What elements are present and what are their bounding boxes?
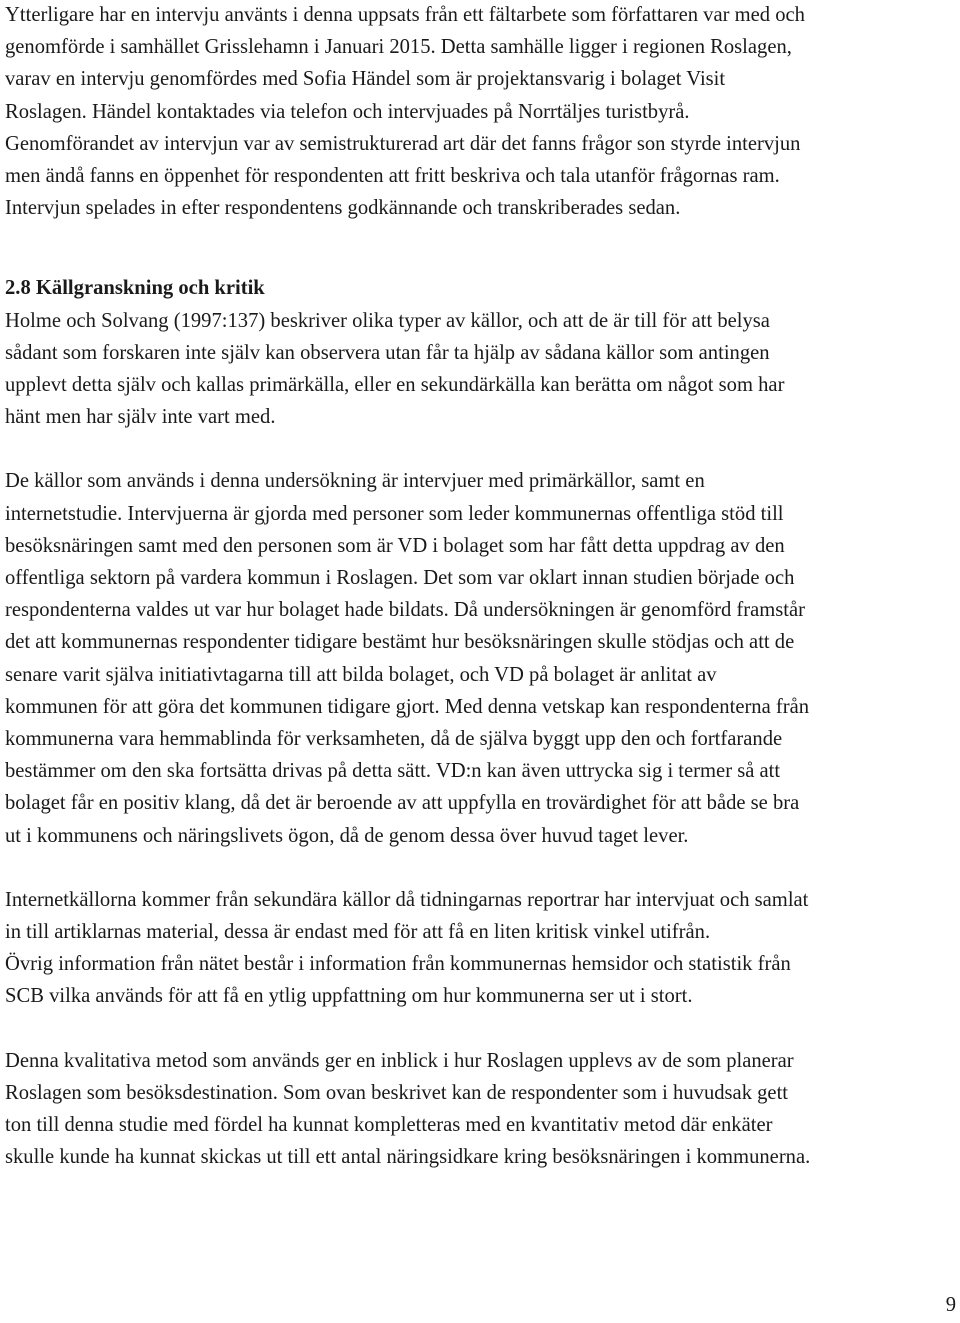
text-line: De källor som används i denna undersökning är intervjuer med primärkällor, samt en [5,470,705,493]
text-line: genomförde i samhället Grisslehamn i Januari 2015. Detta samhälle ligger i regionen Roslagen, [5,36,792,59]
text-line: skulle kunde ha kunnat skickas ut till ett antal näringsidkare kring besöksnäringen i kommunerna. [5,1146,811,1169]
text-line: ut i kommunens och näringslivets ögon, då de genom dessa över huvud taget lever. [5,824,689,847]
text-line: kommunerna vara hemmablinda för verksamheten, då de själva byggt upp den och fortfarande [5,728,783,751]
text-line: Internetkällorna kommer från sekundära källor då tidningarnas reportrar har intervjuat och samlat [5,888,809,911]
text-line: ton till denna studie med fördel ha kunnat kompletteras med en kvantitativ metod där enkäter [5,1114,773,1137]
text-line: bolaget får en positiv klang, då det är beroende av att uppfylla en trovärdighet för att både se bra [5,792,800,815]
paragraph-kallor [5,465,958,851]
text-line: Roslagen. Händel kontaktades via telefon och intervjuades på Norrtäljes turistbyrå. [5,100,690,123]
section-2-8 [5,272,958,433]
text-line: Genomförandet av intervjun var av semistrukturerad art där det fanns frågor son styrde intervjun [5,132,801,155]
text-line: offentliga sektorn på vardera kommun i Roslagen. Det som var oklart innan studien började och [5,567,795,590]
text-line: Ytterligare har en intervju använts i denna uppsats från ett fältarbete som författaren var med och [5,4,805,26]
text-line: besöksnäringen samt med den personen som är VD i bolaget som har fått detta uppdrag av den [5,534,785,557]
text-line: hänt men har själv inte vart med. [5,406,276,429]
section-heading: 2.8 Källgranskning och kritik [5,277,265,300]
paragraph-kvalitativ-metod [5,1045,958,1174]
text-line: bestämmer om den ska fortsätta drivas på detta sätt. VD:n kan även uttrycka sig i termer så att [5,760,781,783]
paragraph-internetkallor [5,884,958,1013]
text-line: men ändå fanns en öppenhet för respondenten att fritt beskriva och tala utanför frågornas ram. [5,165,780,188]
paragraph-intervju [5,0,958,224]
text-line: Holme och Solvang (1997:137) beskriver olika typer av källor, och att de är till för att belysa [5,309,770,332]
text-line: kommunen för att göra det kommunen tidigare gjort. Med denna vetskap kan respondenterna från [5,695,810,718]
text-line: Denna kvalitativa metod som används ger en inblick i hur Roslagen upplevs av de som planerar [5,1049,794,1072]
text-line: internetstudie. Intervjuerna är gjorda med personer som leder kommunernas offentliga stöd till [5,502,784,525]
text-line: senare varit själva initiativtagarna till att bilda bolaget, och VD på bolaget är anlitat av [5,663,717,686]
text-line: Övrig information från nätet består i information från kommunernas hemsidor och statistik från [5,953,791,976]
text-line: Intervjun spelades in efter respondentens godkännande och transkriberades sedan. [5,197,681,220]
text-line: varav en intervju genomfördes med Sofia Händel som är projektansvarig i bolaget Visit [5,68,726,91]
text-line: upplevt detta själv och kallas primärkälla, eller en sekundärkälla kan berätta om något som har [5,374,785,397]
text-line: sådant som forskaren inte själv kan observera utan får ta hjälp av sådana källor som antingen [5,341,770,364]
text-line: in till artiklarnas material, dessa är endast med för att få en liten kritisk vinkel utifrån. [5,921,711,944]
text-line: det att kommunernas respondenter tidigare bestämt hur besöksnäringen skulle stödjas och att de [5,631,795,654]
text-line: Roslagen som besöksdestination. Som ovan beskrivet kan de respondenter som i huvudsak gett [5,1081,789,1104]
text-line: respondenterna valdes ut var hur bolaget hade bildats. Då undersökningen är genomförd framstår [5,599,806,622]
document-page [5,0,958,1174]
page-number: 9 [945,1294,956,1316]
text-line: SCB vilka används för att få en ytlig uppfattning om hur kommunerna ser ut i stort. [5,985,693,1008]
